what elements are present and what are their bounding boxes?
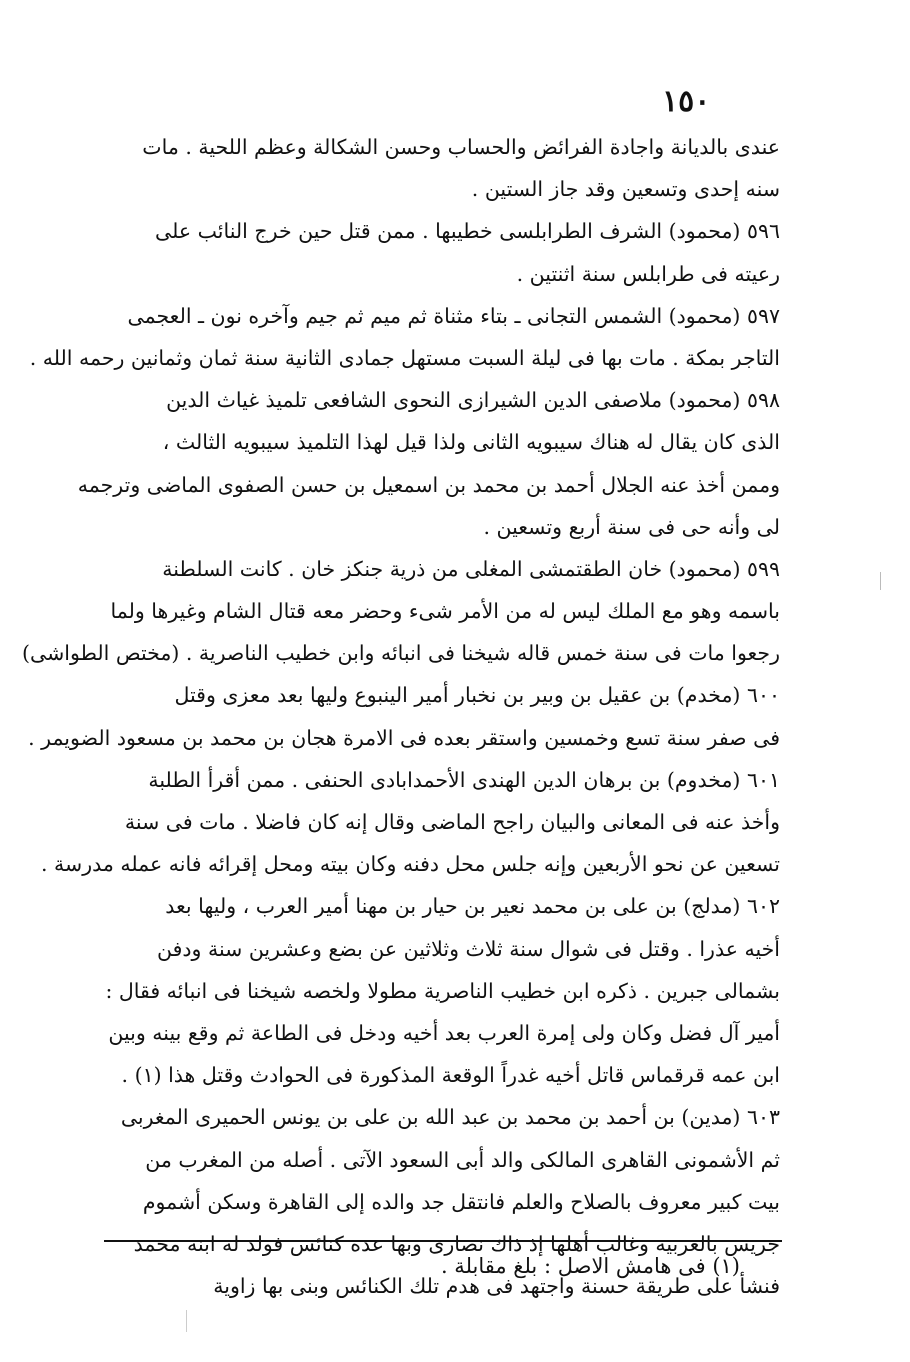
text-line: وممن أخذ عنه الجلال أحمد بن محمد بن اسمعيل بن حسن الصفوى الماضى وترجمه [77,472,780,497]
footnote-separator [104,1240,782,1242]
text-line: الذى كان يقال له هناك سيبويه الثانى ولذا قيل لهذا التلميذ سيبويه الثالث ، [162,430,780,455]
text-line: لى وأنه حى فى سنة أربع وتسعين . [483,514,780,539]
text-line: فنشأ على طريقة حسنة واجتهد فى هدم تلك الكنائس وبنى بها زاوية [213,1274,780,1299]
text-line: بشمالى جبرين . ذكره ابن خطيب الناصرية مطولا ولخصه شيخنا فى انبائه فقال : [105,978,780,1003]
text-line: رجعوا مات فى سنة خمس قاله شيخنا فى انبائه وابن خطيب الناصرية . (مختص الطواشى) [22,641,780,666]
text-line: عندى بالديانة واجادة الفرائض والحساب وحسن الشكالة وعظم اللحية . مات [142,135,780,159]
main-text [22,126,780,1307]
text-line: فى صفر سنة تسع وخمسين واستقر بعده فى الامرة هجان بن محمد بن مسعود الضويمر . [28,725,780,750]
text-line: ٥٩٩ (محمود) خان الطقتمشى المغلى من ذرية جنكز خان . كانت السلطنة [162,556,780,581]
text-line: ٥٩٧ (محمود) الشمس التجانى ـ بتاء مثناة ثم ميم ثم جيم وآخره نون ـ العجمى [127,303,780,328]
text-line: أخيه عذرا . وقتل فى شوال سنة ثلاث وثلاثين عن بضع وعشرين سنة ودفن [157,936,780,961]
text-line: رعيته فى طرابلس سنة اثنتين . [516,261,780,286]
text-line: بيت كبير معروف بالصلاح والعلم فانتقل جد والده إلى القاهرة وسكن أشموم [142,1189,780,1214]
text-line: ٥٩٦ (محمود) الشرف الطرابلسى خطيبها . ممن قتل حين خرج النائب على [155,219,780,244]
text-line: التاجر بمكة . مات بها فى ليلة السبت مستهل جمادى الثانية سنة ثمان وثمانين رحمه الله . [29,345,780,370]
margin-scan-mark [880,572,889,590]
text-line: سنه إحدى وتسعين وقد جاز الستين . [471,177,780,202]
text-line: ابن عمه قرقماس قاتل أخيه غدراً الوقعة المذكورة فى الحوادث وقتل هذا (١) . [121,1063,780,1088]
text-line: ٦٠٠ (مخدم) بن عقيل بن وبير بن نخبار أمير الينبوع وليها بعد معزى وقتل [174,683,780,708]
text-line: وأخذ عنه فى المعانى والبيان راجح الماضى وقال إنه كان فاضلا . مات فى سنة [124,810,780,834]
scan-artifact-mark [186,1310,187,1332]
text-line: ثم الأشمونى القاهرى المالكى والد أبى السعود الآتى . أصله من المغرب من [145,1147,780,1172]
text-line: ٦٠٣ (مدين) بن أحمد بن محمد بن عبد الله بن على بن يونس الحميرى المغربى [120,1105,780,1130]
page-number: ١٥٠ [662,84,711,119]
text-line: باسمه وهو مع الملك ليس له من الأمر شىء وحضر معه قتال الشام وغيرها ولما [110,599,780,624]
text-line: ٥٩٨ (محمود) ملاصفى الدين الشيرازى النحوى الشافعى تلميذ غياث الدين [166,388,780,413]
text-line: ٦٠١ (مخدوم) بن برهان الدين الهندى الأحمدابادى الحنفى . ممن أقرأ الطلبة [148,767,780,792]
text-line: جريس بالغربية وغالب أهلها إذ ذاك نصارى وبها عدة كنائس فولد له ابنه محمد [133,1231,780,1256]
text-line: ٦٠٢ (مدلج) بن على بن محمد نعير بن حيار بن مهنا أمير العرب ، وليها بعد [165,894,780,919]
text-line: تسعين عن نحو الأربعين وإنه جلس محل دفنه وكان بيته ومحل إقرائه فانه عمله مدرسة . [41,852,780,877]
text-line: أمير آل فضل وكان ولى إمرة العرب بعد أخيه ودخل فى الطاعة ثم وقع بينه وبين [108,1020,780,1045]
footnote: (١) فى هامش الاصل : بلغ مقابلة . [440,1254,740,1278]
